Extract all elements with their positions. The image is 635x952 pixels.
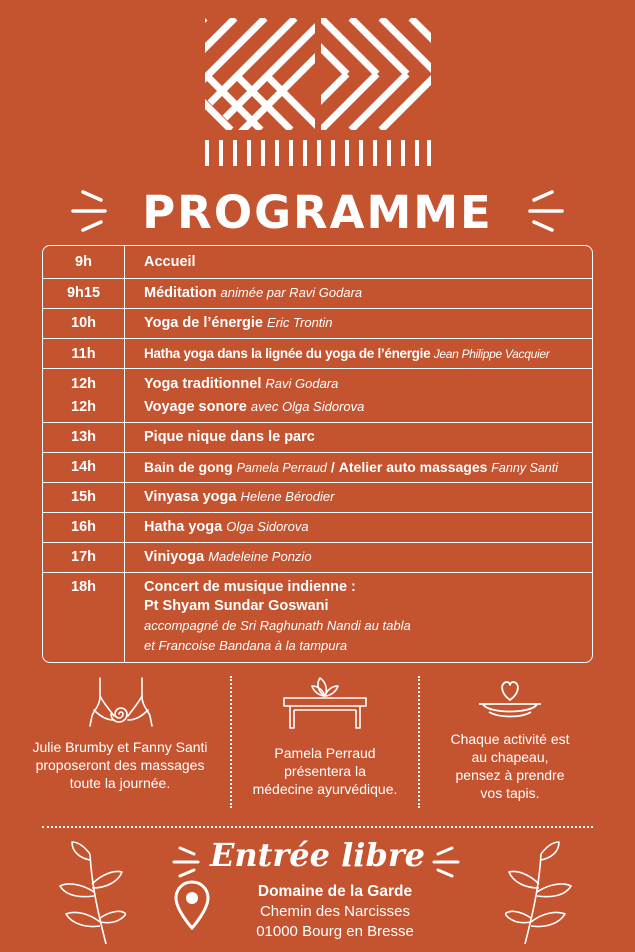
activity: Yoga de l’énergie Eric Trontin	[144, 315, 333, 331]
title-block	[0, 180, 635, 240]
activity: Concert de musique indienne :	[144, 579, 356, 595]
logo-pattern-icon	[205, 18, 431, 166]
info-text: Chaque activité est au chapeau, pensez à prendre vos tapis.	[450, 731, 570, 801]
burst-right-icon	[510, 180, 580, 240]
time: 9h	[75, 254, 92, 270]
time: 13h	[71, 429, 96, 445]
info-chapeau	[420, 672, 600, 822]
venue-street: Chemin des Narcisses	[259, 903, 411, 920]
location-pin-icon	[174, 880, 210, 930]
free-entry-heading: Entrée libre	[209, 836, 426, 874]
time: 14h	[71, 459, 96, 475]
activity: et Francoise Bandana à la tampura	[144, 638, 348, 653]
time: 9h15	[66, 285, 101, 301]
activity: Hatha yoga dans la lignée du yoga de l’énergie Jean Philippe Vacquier	[144, 346, 550, 361]
schedule-row	[43, 368, 592, 422]
activity: Voyage sonore avec Olga Sidorova	[144, 399, 365, 415]
time: 10h	[71, 315, 96, 331]
venue-name: Domaine de la Garde	[257, 883, 413, 900]
address-block	[215, 882, 455, 942]
schedule-row	[43, 512, 592, 542]
time: 12h	[71, 376, 96, 392]
schedule-row	[43, 308, 592, 338]
activity: Pique nique dans le parc	[144, 429, 315, 445]
time: 11h	[71, 346, 96, 362]
dotted-separator	[42, 826, 593, 828]
activity: Pt Shyam Sundar Goswani	[144, 598, 329, 614]
schedule-row	[43, 542, 592, 572]
activity: Accueil	[144, 254, 196, 270]
schedule-row	[43, 422, 592, 452]
activity: Bain de gong Pamela Perraud / Atelier auto massages Fanny Santi	[144, 459, 559, 475]
activity: Méditation animée par Ravi Godara	[144, 285, 363, 301]
time: 12h	[71, 399, 96, 415]
table-plant-icon	[280, 674, 370, 732]
activity: Viniyoga Madeleine Ponzio	[144, 549, 312, 565]
leaf-branch-icon	[505, 840, 575, 944]
schedule-row	[43, 246, 592, 278]
info-massage	[30, 672, 210, 822]
schedule-row	[43, 338, 592, 368]
schedule-row	[43, 572, 592, 663]
time: 18h	[71, 579, 96, 595]
page-title: PROGRAMME	[142, 186, 493, 239]
info-text: Pamela Perraud présentera la médecine ayurvédique.	[252, 745, 398, 797]
activity: accompagné de Sri Raghunath Nandi au tabla	[144, 618, 411, 633]
venue-city: 01000 Bourg en Bresse	[256, 923, 414, 940]
massage-hands-icon	[86, 676, 156, 732]
heart-bowl-icon	[475, 676, 545, 720]
time: 16h	[71, 519, 96, 535]
time: 15h	[71, 489, 96, 505]
info-text: Julie Brumby et Fanny Santi proposeront des massages toute la journée.	[32, 739, 208, 791]
schedule-row	[43, 482, 592, 512]
activity: Hatha yoga Olga Sidorova	[144, 519, 309, 535]
burst-right-icon	[422, 840, 472, 880]
schedule-row	[43, 278, 592, 308]
leaf-branch-icon	[56, 840, 126, 944]
time: 17h	[71, 549, 96, 565]
activity: Vinyasa yoga Helene Bérodier	[144, 489, 335, 505]
schedule-table	[42, 245, 593, 663]
schedule-row	[43, 452, 592, 482]
info-ayurveda	[232, 672, 418, 822]
activity: Yoga traditionnel Ravi Godara	[144, 376, 339, 392]
